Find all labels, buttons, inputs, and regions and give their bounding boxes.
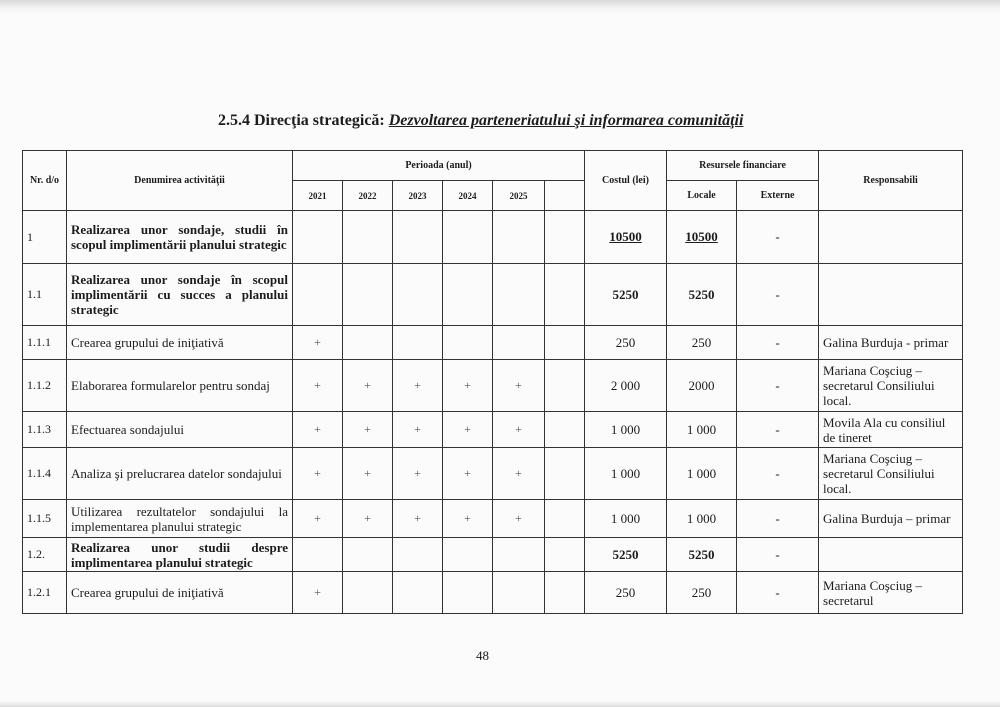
external-funding: -: [737, 572, 819, 614]
activity-name: Crearea grupului de iniţiativă: [67, 326, 293, 360]
period-mark: +: [293, 360, 343, 412]
period-mark: +: [443, 500, 493, 538]
header-year-blank: [545, 181, 585, 211]
header-period: Perioada (anul): [293, 151, 585, 181]
table-row: [23, 326, 963, 360]
period-mark: [545, 326, 585, 360]
cost-value: 10500: [585, 211, 667, 264]
responsible-person: Mariana Coşciug – secretarul: [819, 572, 963, 614]
row-number: 1.1.3: [23, 412, 67, 448]
period-mark: [545, 360, 585, 412]
period-mark: [343, 264, 393, 326]
activity-name: Realizarea unor sondaje în scopul implimentării cu succes a planului strategic: [67, 264, 293, 326]
local-funding: 1 000: [667, 448, 737, 500]
period-mark: [493, 264, 545, 326]
row-number: 1.1.4: [23, 448, 67, 500]
responsible-person: Galina Burduja – primar: [819, 500, 963, 538]
period-mark: +: [293, 500, 343, 538]
local-funding: 2000: [667, 360, 737, 412]
period-mark: +: [493, 360, 545, 412]
period-mark: [293, 211, 343, 264]
period-mark: +: [293, 448, 343, 500]
period-mark: +: [343, 448, 393, 500]
cost-value: 2 000: [585, 360, 667, 412]
table-row: [23, 448, 963, 500]
period-mark: [545, 538, 585, 572]
cost-value: 1 000: [585, 448, 667, 500]
period-mark: [343, 538, 393, 572]
activity-table: [22, 150, 963, 614]
header-activity: Denumirea activităţii: [67, 151, 293, 211]
period-mark: [545, 572, 585, 614]
period-mark: +: [393, 448, 443, 500]
period-mark: [545, 264, 585, 326]
responsible-person: [819, 538, 963, 572]
local-funding: 1 000: [667, 500, 737, 538]
period-mark: [545, 412, 585, 448]
responsible-person: Mariana Coşciug – secretarul Consiliului local.: [819, 448, 963, 500]
table-row: [23, 412, 963, 448]
activity-name: Realizarea unor sondaje, studii în scopul implimentării planului strategic: [67, 211, 293, 264]
period-mark: +: [393, 500, 443, 538]
responsible-person: Galina Burduja - primar: [819, 326, 963, 360]
row-number: 1: [23, 211, 67, 264]
responsible-person: [819, 211, 963, 264]
header-responsible: Responsabili: [819, 151, 963, 211]
period-mark: [343, 211, 393, 264]
period-mark: [443, 538, 493, 572]
activity-name: Efectuarea sondajului: [67, 412, 293, 448]
header-nr: Nr. d/o: [23, 151, 67, 211]
row-number: 1.1.5: [23, 500, 67, 538]
header-year: 2023: [393, 181, 443, 211]
period-mark: +: [393, 412, 443, 448]
period-mark: [443, 211, 493, 264]
header-year: 2024: [443, 181, 493, 211]
period-mark: [493, 538, 545, 572]
local-funding: 250: [667, 326, 737, 360]
scan-edge-top: [0, 0, 1000, 14]
period-mark: [393, 538, 443, 572]
period-mark: +: [493, 500, 545, 538]
activity-name: Analiza şi prelucrarea datelor sondajului: [67, 448, 293, 500]
external-funding: -: [737, 360, 819, 412]
cost-value: 5250: [585, 264, 667, 326]
table-body: [23, 211, 963, 614]
activity-name: Crearea grupului de iniţiativă: [67, 572, 293, 614]
period-mark: +: [443, 412, 493, 448]
period-mark: +: [493, 412, 545, 448]
table-row: [23, 538, 963, 572]
period-mark: +: [343, 360, 393, 412]
period-mark: [493, 326, 545, 360]
responsible-person: Mariana Coşciug – secretarul Consiliului local.: [819, 360, 963, 412]
row-number: 1.1: [23, 264, 67, 326]
period-mark: [343, 326, 393, 360]
period-mark: [393, 572, 443, 614]
table-row: [23, 264, 963, 326]
responsible-person: [819, 264, 963, 326]
external-funding: -: [737, 538, 819, 572]
period-mark: +: [293, 412, 343, 448]
header-resources: Resursele financiare: [667, 151, 819, 181]
local-funding: 10500: [667, 211, 737, 264]
period-mark: [343, 572, 393, 614]
external-funding: -: [737, 211, 819, 264]
header-year: 2025: [493, 181, 545, 211]
row-number: 1.2.1: [23, 572, 67, 614]
period-mark: [393, 264, 443, 326]
header-year: 2022: [343, 181, 393, 211]
page-number: 48: [476, 648, 489, 663]
period-mark: [493, 211, 545, 264]
header-local: Locale: [667, 181, 737, 211]
table-row: [23, 360, 963, 412]
scan-edge-bottom: [0, 701, 1000, 707]
row-number: 1.1.1: [23, 326, 67, 360]
cost-value: 250: [585, 326, 667, 360]
period-mark: [393, 326, 443, 360]
row-number: 1.1.2: [23, 360, 67, 412]
activity-name: Realizarea unor studii despre implimentarea planului strategic: [67, 538, 293, 572]
cost-value: 1 000: [585, 412, 667, 448]
period-mark: +: [343, 412, 393, 448]
header-external: Externe: [737, 181, 819, 211]
table-row: [23, 211, 963, 264]
activity-name: Elaborarea formularelor pentru sondaj: [67, 360, 293, 412]
period-mark: [393, 211, 443, 264]
local-funding: 5250: [667, 538, 737, 572]
local-funding: 1 000: [667, 412, 737, 448]
period-mark: [443, 572, 493, 614]
period-mark: [545, 500, 585, 538]
local-funding: 250: [667, 572, 737, 614]
header-year: 2021: [293, 181, 343, 211]
table-row: [23, 572, 963, 614]
period-mark: +: [293, 572, 343, 614]
table-row: [23, 500, 963, 538]
external-funding: -: [737, 326, 819, 360]
external-funding: -: [737, 264, 819, 326]
external-funding: -: [737, 412, 819, 448]
local-funding: 5250: [667, 264, 737, 326]
row-number: 1.2.: [23, 538, 67, 572]
period-mark: +: [443, 448, 493, 500]
section-heading: [218, 112, 743, 130]
period-mark: [293, 538, 343, 572]
cost-value: 250: [585, 572, 667, 614]
activity-name: Utilizarea rezultatelor sondajului la implementarea planului strategic: [67, 500, 293, 538]
cost-value: 5250: [585, 538, 667, 572]
period-mark: [493, 572, 545, 614]
period-mark: [545, 211, 585, 264]
external-funding: -: [737, 448, 819, 500]
period-mark: +: [443, 360, 493, 412]
header-cost: Costul (lei): [585, 151, 667, 211]
period-mark: [443, 264, 493, 326]
heading-emphasis: Dezvoltarea parteneriatului şi informarea comunităţii: [388, 112, 744, 129]
cost-value: 1 000: [585, 500, 667, 538]
period-mark: [443, 326, 493, 360]
period-mark: +: [343, 500, 393, 538]
responsible-person: Movila Ala cu consiliul de tineret: [819, 412, 963, 448]
period-mark: [545, 448, 585, 500]
period-mark: +: [293, 326, 343, 360]
period-mark: +: [493, 448, 545, 500]
heading-prefix: 2.5.4 Direcţia strategică:: [218, 112, 385, 129]
period-mark: [293, 264, 343, 326]
external-funding: -: [737, 500, 819, 538]
period-mark: +: [393, 360, 443, 412]
